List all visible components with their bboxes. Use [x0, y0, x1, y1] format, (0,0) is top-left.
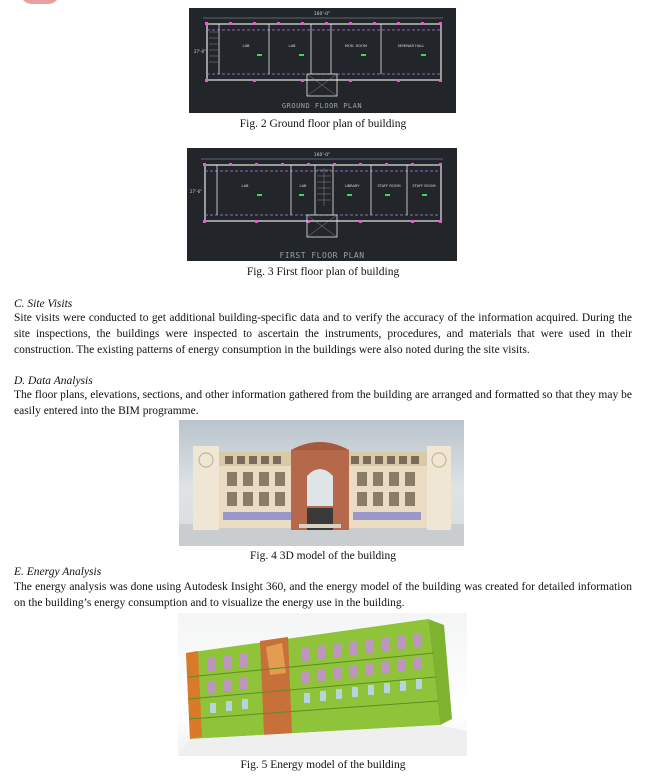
- building-3d-model-figure: [179, 420, 464, 546]
- room-label: SEMINAR HALL: [397, 44, 425, 48]
- dimension-side: 27'-6": [194, 49, 207, 54]
- first-floor-plan-figure: [187, 148, 457, 261]
- figure-caption: Fig. 3 First floor plan of building: [246, 266, 400, 278]
- figure-caption: Fig. 5 Energy model of the building: [240, 759, 406, 771]
- room-label: LAB: [288, 44, 296, 48]
- first-floor-plan-drawing: [187, 148, 457, 261]
- room-label: STAFF ROOM: [412, 184, 436, 188]
- plan-title: FIRST FLOOR PLAN: [279, 251, 365, 260]
- section-heading: C. Site Visits: [14, 298, 73, 310]
- section-heading: E. Energy Analysis: [14, 566, 102, 578]
- room-label: STAFF ROOM: [377, 184, 401, 188]
- building-3d-render: [179, 420, 464, 546]
- energy-model-render: [178, 613, 467, 756]
- section-text: Site visits were conducted to get additional building-specific data and to verify the accuracy of the information acquired. During the site inspections, the buildings were inspected to ascertain the instruments, procedures, and materials that were used in their construction. The existing patterns of energy consumption in the buildings were also noted during the site visits.: [14, 312, 632, 356]
- room-label: MOD. ROOM: [344, 44, 368, 48]
- logo-fragment: [20, 0, 60, 4]
- dimension-side: 27'-6": [190, 189, 203, 194]
- room-label: LAB: [241, 184, 249, 188]
- plan-title: GROUND FLOOR PLAN: [281, 102, 363, 110]
- energy-model-figure: [178, 613, 467, 756]
- room-label: LAB: [299, 184, 307, 188]
- ground-floor-plan-drawing: [189, 8, 456, 113]
- dimension-top: 160'-0": [313, 153, 331, 158]
- figure-caption: Fig. 4 3D model of the building: [250, 550, 396, 562]
- section-text: The floor plans, elevations, sections, and other information gathered from the building are arranged and formatted so that they may be easily entered into the BIM programme.: [14, 389, 632, 417]
- section-heading: D. Data Analysis: [14, 375, 93, 387]
- ground-floor-plan-figure: [189, 8, 456, 113]
- section-text: The energy analysis was done using Autodesk Insight 360, and the energy model of the building was created for detailed information on the building’s energy consumption and to visualize the energy use in the building.: [14, 581, 632, 609]
- figure-caption: Fig. 2 Ground floor plan of building: [239, 118, 407, 130]
- room-label: LAB: [242, 44, 250, 48]
- dimension-top: 160'-0": [313, 12, 331, 17]
- room-label: LIBRARY: [344, 184, 360, 188]
